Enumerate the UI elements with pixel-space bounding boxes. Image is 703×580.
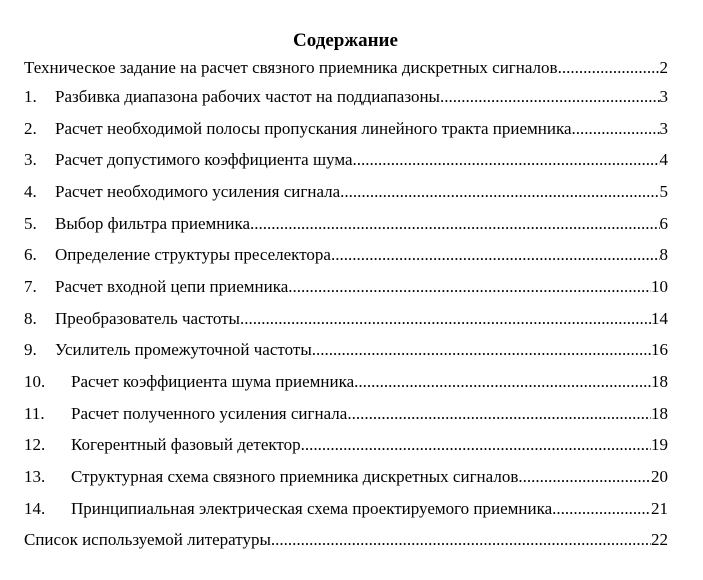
toc-leader-dots: [518, 463, 651, 491]
toc-entry-number: 9.: [24, 340, 37, 360]
toc-entry-label: Расчет необходимого усиления сигнала: [55, 181, 341, 201]
toc-entry-page: 20: [651, 466, 668, 486]
toc-entry-13: [24, 463, 668, 495]
toc-entry-page: 16: [651, 340, 668, 360]
toc-entry-label: Усилитель промежуточной частоты: [55, 340, 312, 360]
toc-leader-dots: [301, 431, 651, 459]
toc-entry-4: [24, 178, 668, 210]
toc-entry-number: 11.: [24, 403, 45, 423]
toc-leader-dots: [340, 178, 659, 206]
toc-leader-dots: [288, 273, 651, 301]
toc-entry-page: 3: [659, 118, 668, 138]
toc-entry-page: 22: [651, 530, 668, 550]
toc-entry-label: Преобразователь частоты: [55, 308, 240, 328]
toc-entry-page: 4: [659, 150, 668, 170]
toc-entry-label: Структурная схема связного приемника дискретных сигналов: [71, 466, 519, 486]
toc-entry-page: 18: [651, 371, 668, 391]
toc-entry-number: 5.: [24, 213, 37, 233]
toc-entry-label: Список используемой литературы: [24, 530, 271, 550]
toc-entry-page: 6: [659, 213, 668, 233]
toc-entry-number: 13.: [24, 466, 46, 486]
toc-entry-3: [24, 146, 668, 178]
toc-entry-1: [24, 83, 668, 115]
toc-entry-8: [24, 305, 668, 337]
toc-entry-technical-assignment: [24, 54, 668, 83]
toc-entry-number: 12.: [24, 435, 46, 455]
toc-entry-5: [24, 210, 668, 242]
toc-entry-page: 3: [659, 87, 668, 106]
toc-leader-dots: [354, 368, 651, 396]
toc-entry-number: 14.: [24, 498, 46, 518]
toc-entry-6: [24, 241, 668, 273]
table-of-contents: [24, 54, 668, 558]
toc-entry-page: 14: [651, 308, 668, 328]
toc-entry-page: 5: [659, 181, 668, 201]
toc-leader-dots: [552, 495, 651, 523]
toc-leader-dots: [240, 305, 651, 333]
toc-entry-page: 10: [651, 276, 668, 296]
toc-entry-page: 2: [659, 58, 668, 77]
toc-entry-number: 8.: [24, 308, 37, 328]
toc-leader-dots: [271, 526, 651, 554]
toc-entry-14: [24, 495, 668, 527]
toc-entry-2: [24, 115, 668, 147]
toc-entry-number: 10.: [24, 371, 46, 391]
toc-leader-dots: [558, 54, 660, 82]
toc-entry-number: 7.: [24, 276, 37, 296]
toc-entry-number: 1.: [24, 87, 37, 106]
toc-entry-label: Расчет полученного усиления сигнала: [71, 403, 348, 423]
toc-entry-label: Когерентный фазовый детектор: [71, 435, 301, 455]
toc-entry-7: [24, 273, 668, 305]
toc-leader-dots: [572, 115, 660, 143]
toc-entry-label: Техническое задание на расчет связного приемника дискретных сигналов: [24, 58, 558, 77]
toc-entry-label: Определение структуры преселектора: [55, 245, 331, 265]
toc-entry-number: 3.: [24, 150, 37, 170]
toc-leader-dots: [331, 241, 660, 269]
toc-entry-12: [24, 431, 668, 463]
toc-entry-9: [24, 336, 668, 368]
toc-entry-label: Расчет входной цепи приемника: [55, 276, 289, 296]
toc-entry-label: Разбивка диапазона рабочих частот на поддиапазоны: [55, 87, 440, 106]
toc-entry-page: 21: [651, 498, 668, 518]
toc-entry-references: [24, 526, 668, 558]
toc-entry-page: 18: [651, 403, 668, 423]
toc-leader-dots: [347, 400, 651, 428]
toc-leader-dots: [250, 210, 659, 238]
toc-entry-label: Расчет необходимой полосы пропускания линейного тракта приемника: [55, 118, 572, 138]
toc-entry-11: [24, 400, 668, 432]
toc-entry-number: 2.: [24, 118, 37, 138]
toc-entry-10: [24, 368, 668, 400]
toc-entry-page: 19: [651, 435, 668, 455]
toc-entry-label: Расчет коэффициента шума приемника: [71, 371, 355, 391]
toc-title: Содержание: [293, 30, 398, 51]
toc-leader-dots: [312, 336, 651, 364]
toc-leader-dots: [440, 83, 660, 111]
toc-entry-label: Принципиальная электрическая схема проектируемого приемника: [71, 498, 553, 518]
toc-entry-number: 4.: [24, 181, 37, 201]
toc-entry-page: 8: [659, 245, 668, 265]
toc-entry-label: Расчет допустимого коэффициента шума: [55, 150, 353, 170]
toc-entry-label: Выбор фильтра приемника: [55, 213, 251, 233]
toc-entry-number: 6.: [24, 245, 37, 265]
toc-leader-dots: [353, 146, 660, 174]
